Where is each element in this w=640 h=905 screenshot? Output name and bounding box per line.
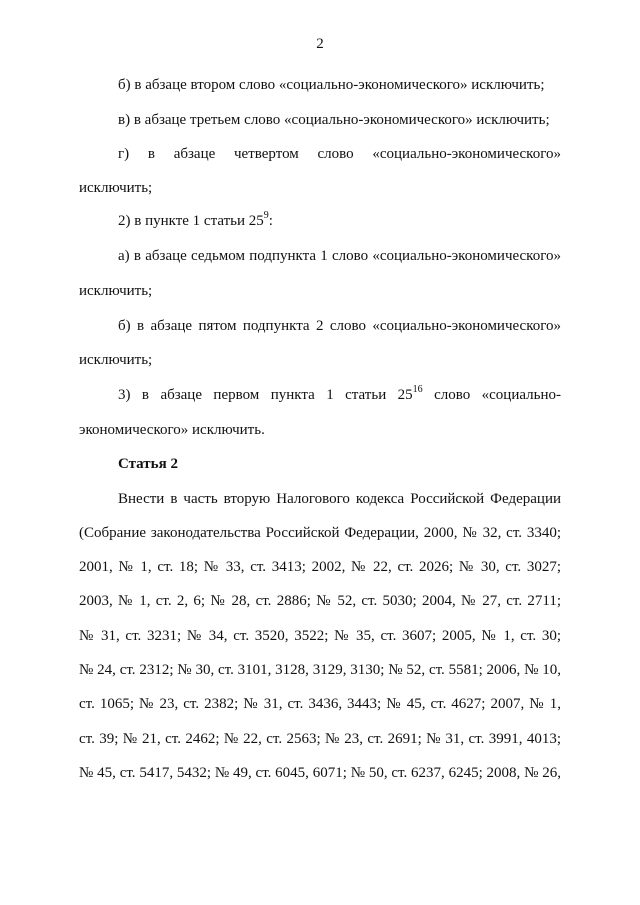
item2-text: 2) в пункте 1 статьи 25 bbox=[118, 213, 264, 229]
item3-superscript: 16 bbox=[412, 384, 423, 395]
article-line: № 45, ст. 5417, 5432; № 49, ст. 6045, 6071; № 50, ст. 6237, 6245; 2008, № 26, bbox=[79, 765, 561, 781]
article-heading: Статья 2 bbox=[118, 456, 178, 472]
page-number: 2 bbox=[316, 36, 324, 52]
paragraph-v1: в) в абзаце третьем слово «социально-экономического» исключить; bbox=[118, 112, 550, 128]
paragraph-g1-line1: г) в абзаце четвертом слово «социально-экономического» bbox=[118, 146, 561, 162]
paragraph-g1-line2: исключить; bbox=[79, 180, 153, 196]
article-line: ст. 1065; № 23, ст. 2382; № 31, ст. 3436, 3443; № 45, ст. 4627; 2007, № 1, bbox=[79, 696, 561, 712]
item2-colon: : bbox=[268, 213, 273, 229]
paragraph-b1: б) в абзаце втором слово «социально-экономического» исключить; bbox=[118, 77, 545, 93]
article-line: ст. 39; № 21, ст. 2462; № 22, ст. 2563; № 23, ст. 2691; № 31, ст. 3991, 4013; bbox=[79, 731, 561, 747]
article-line: № 31, ст. 3231; № 34, ст. 3520, 3522; № 35, ст. 3607; 2005, № 1, ст. 30; bbox=[79, 628, 561, 644]
paragraph-a2-line2: исключить; bbox=[79, 283, 153, 299]
article-line: 2003, № 1, ст. 2, 6; № 28, ст. 2886; № 52, ст. 5030; 2004, № 27, ст. 2711; bbox=[79, 593, 561, 609]
item3-post: слово «социально- bbox=[422, 387, 561, 403]
paragraph-item3-line2: экономического» исключить. bbox=[79, 422, 265, 438]
article-line: Внести в часть вторую Налогового кодекса Российской Федерации bbox=[118, 491, 561, 507]
paragraph-item2 bbox=[118, 210, 561, 230]
paragraph-item3-line1 bbox=[118, 384, 561, 404]
paragraph-b2-line1: б) в абзаце пятом подпункта 2 слово «социально-экономического» bbox=[118, 318, 561, 334]
article-line: 2001, № 1, ст. 18; № 33, ст. 3413; 2002, № 22, ст. 2026; № 30, ст. 3027; bbox=[79, 559, 561, 575]
article-line: № 24, ст. 2312; № 30, ст. 3101, 3128, 3129, 3130; № 52, ст. 5581; 2006, № 10, bbox=[79, 662, 561, 678]
article-line: (Собрание законодательства Российской Федерации, 2000, № 32, ст. 3340; bbox=[79, 525, 561, 541]
item3-pre: 3) в абзаце первом пункта 1 статьи 25 bbox=[118, 387, 413, 403]
item2-superscript: 9 bbox=[263, 210, 269, 221]
paragraph-a2-line1: а) в абзаце седьмом подпункта 1 слово «социально-экономического» bbox=[118, 248, 561, 264]
paragraph-b2-line2: исключить; bbox=[79, 352, 153, 368]
